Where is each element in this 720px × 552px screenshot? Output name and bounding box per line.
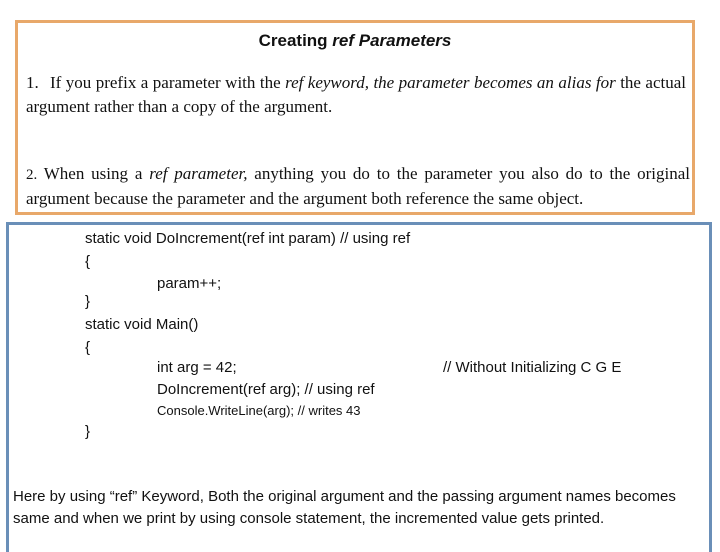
- code-line-8: DoIncrement(ref arg); // using ref: [157, 381, 375, 398]
- code-line-1: static void DoIncrement(ref int param) // using ref: [85, 230, 411, 247]
- code-line-3: param++;: [157, 275, 222, 292]
- point-one: 1. If you prefix a parameter with the ref keyword, the parameter becomes an alias for the actual argument rather than a copy of the argument.: [26, 73, 686, 116]
- point-two: 2. When using a ref parameter, anything you do to the parameter you also do to the original argument because the parameter and the argument both reference the same object.: [26, 164, 690, 208]
- code-line-9: Console.WriteLine(arg); // writes 43: [157, 403, 361, 418]
- slide-title: Creating ref Parameters: [258, 31, 452, 50]
- code-line-2: {: [85, 253, 91, 270]
- code-line-5: static void Main(): [85, 316, 199, 333]
- definition-box: [15, 20, 695, 215]
- code-comment-initializing: // Without Initializing C G E: [443, 359, 622, 376]
- code-line-4: }: [85, 293, 91, 310]
- explanation-text: Here by using “ref” Keyword, Both the original argument and the passing argument names becomes same and when we print by using console statement, the incremented value gets printed.: [13, 488, 676, 527]
- code-line-7: int arg = 42;: [157, 359, 237, 376]
- code-line-6: {: [85, 339, 91, 356]
- code-line-10: }: [85, 423, 91, 440]
